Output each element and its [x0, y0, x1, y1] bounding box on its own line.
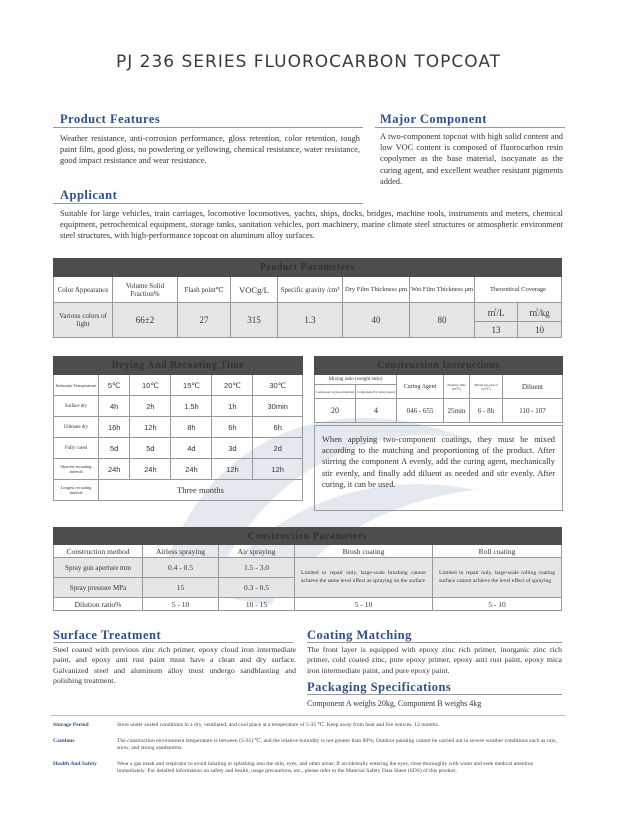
pressure-airless: 15 — [143, 578, 219, 598]
maturity-time-header: Maturity time (25℃) — [444, 375, 470, 399]
dilution-airless: 5 - 10 — [143, 598, 219, 611]
table-cell: 3d — [212, 438, 253, 459]
row-longest-value: Three months — [99, 480, 303, 501]
mixed-use-header: Mixed use period (25℃) — [470, 375, 503, 399]
roll-note: Limited to repair only, large-scale rolling coating surface cannot achieve the level effect of spraying — [433, 558, 562, 598]
dilution-brush: 5 - 10 — [295, 598, 433, 611]
table-cell: 30min — [253, 396, 303, 417]
value-volume: 66±2 — [113, 303, 178, 338]
value-coverage-l: 13 — [475, 322, 518, 338]
product-parameters-heading: Product Parameters — [54, 259, 562, 277]
air-header: Air spraying — [219, 545, 295, 558]
header-flash: Flash point℃ — [178, 277, 231, 303]
curing-agent-header: Curing Agent — [397, 375, 444, 399]
page-title: PJ 236 SERIES FLUOROCARBON TOPCOAT — [115, 52, 502, 72]
value-voc: 315 — [231, 303, 278, 338]
aperture-air: 1.5 - 3.0 — [219, 558, 295, 578]
health-label: Health And Safety — [53, 761, 97, 767]
cautions-label: Cautions — [53, 738, 75, 744]
packaging-heading: Packaging Specifications — [307, 680, 452, 694]
value-dry-film: 40 — [343, 303, 410, 338]
surface-rule — [53, 642, 293, 643]
row-shortest-label: Shortest recoating interval — [54, 459, 99, 480]
major-text: A two-component topcoat with high solid content and low VOC content is composed of fluorocarbon resin copolymer as the base material, isocyanate as the curing agent, and excellent weather resistant pigments added. — [380, 132, 563, 186]
header-gravity: Specific gravity /cm³ — [278, 277, 343, 303]
table-cell: 12h — [253, 459, 303, 480]
features-rule — [53, 127, 363, 128]
value-gravity: 1.3 — [278, 303, 343, 338]
value-flash: 27 — [178, 303, 231, 338]
header-voc: VOCg/L — [231, 277, 278, 303]
temp-10: 10℃ — [130, 375, 171, 396]
applicant-rule — [53, 203, 363, 204]
table-cell: 12h — [130, 417, 171, 438]
table-cell: 24h — [171, 459, 212, 480]
row-ultimate-dry-label: Ultimate dry — [54, 417, 99, 438]
cautions-text: The construction environment temperature is between (5-35) ℃, and the relative humidity is not greater than 80%; Outdoor painting cannot be carried out in severe weather conditions such as rain, snow, and strong sandstorms. — [117, 738, 558, 752]
matching-rule — [307, 642, 562, 643]
major-rule — [375, 127, 565, 128]
construction-instructions-text: When applying two-component coatings, they must be mixed according to the matching and proportioning of the product. After stirring the component A evenly, add the curing agent, mechanically stir evenly, and finally add diluent as needed and stir evenly. After curing, it can be used. — [322, 435, 555, 489]
header-wet-film: Wet Film Thickness μm — [410, 277, 475, 303]
maturity-time-value: 25min — [444, 399, 470, 423]
temp-5: 5℃ — [99, 375, 130, 396]
row-surface-dry-label: Surface dry — [54, 396, 99, 417]
table-cell: 8h — [171, 417, 212, 438]
aperture-airless: 0.4 - 0.5 — [143, 558, 219, 578]
drying-heading: Drying And Recoating Time — [54, 357, 303, 375]
construction-instructions-heading: Construction Instructions — [315, 357, 563, 375]
temp-20: 20℃ — [212, 375, 253, 396]
matching-text: The front layer is equipped with epoxy zinc rich primer, inorganic zinc rich primer, cold coated zinc, pure epoxy primer, epoxy anti rust paint, epoxy mica iron intermediate paint, and pure epoxy paint. — [307, 645, 562, 675]
table-cell: 6h — [212, 417, 253, 438]
storage-label: Storage Period — [53, 722, 89, 728]
pressure-air: 0.3 - 0.5 — [219, 578, 295, 598]
product-parameters-table — [53, 258, 562, 338]
diluent-header: Diluent — [503, 375, 563, 399]
construction-parameters-table — [53, 527, 562, 611]
temp-15: 15℃ — [171, 375, 212, 396]
packaging-text: Component A weighs 20kg, Component B weighs 4kg — [307, 699, 482, 708]
header-coverage: Theoretical Coverage — [475, 277, 562, 303]
table-cell: 6h — [253, 417, 303, 438]
matching-heading: Coating Matching — [307, 628, 412, 642]
brush-note: Limited to repair only, large-scale brushing cannot achieve the same level effect as spraying on the surface — [295, 558, 433, 598]
header-dry-film: Dry Film Thickness μm — [343, 277, 410, 303]
aperture-label: Spray gun aperture mm — [54, 558, 143, 578]
health-text: Wear a gas mask and respirator to avoid inhaling or splashing into the skin, eyes, and other areas; If accidentally entering the eyes, rinse thoroughly with water and seek medical attention immediately. For detailed information on safety and health, usage precautions, etc., please refer to the Material Safety Data Sheet (SDS) of this product. — [117, 761, 534, 775]
value-color: Various colors of light — [54, 303, 113, 338]
applicant-text: Suitable for large vehicles, train carriages, locomotive locomotives, yachts, ships, docks, bridges, machine tools, instruments and meters, chemical equipment, petrochemical equipment, storage tanks, sanitation vehicles, port machinery, marine climate steel structures or atmospheric environment steel structures, with high-performance topcoat on aluminum alloy surfaces. — [60, 209, 563, 241]
header-volume: Volume Solid Fraction% — [113, 277, 178, 303]
component-a-header: Component A (base material) — [315, 385, 356, 399]
table-cell: 2d — [253, 438, 303, 459]
major-heading: Major Component — [380, 112, 487, 126]
packaging-rule — [307, 694, 562, 695]
table-cell: 12h — [212, 459, 253, 480]
drying-table — [53, 356, 303, 501]
brush-header: Brush coating — [295, 545, 433, 558]
component-a-value: 20 — [315, 399, 356, 423]
surface-text: Steel coated with previous zinc rich primer, epoxy cloud iron intermediate paint, and epoxy anti rust paint must have a clean and dry surface. Galvanized steel and aluminum alloy must undergo sandblasting and polishing treatment. — [53, 645, 296, 686]
table-cell: 16h — [99, 417, 130, 438]
dilution-roll: 5 - 10 — [433, 598, 562, 611]
table-cell: 5d — [99, 438, 130, 459]
applicant-heading: Applicant — [60, 188, 118, 202]
drying-temp-header: Substrate Temperature — [54, 375, 99, 396]
construction-parameters-heading: Construction Parameters — [54, 528, 562, 545]
mixed-use-value: 6 - 8h — [470, 399, 503, 423]
row-fully-cured-label: Fully cured — [54, 438, 99, 459]
roll-header: Roll coating — [433, 545, 562, 558]
dilution-air: 10 - 15 — [219, 598, 295, 611]
table-cell: 4d — [171, 438, 212, 459]
footer-rule — [50, 715, 565, 716]
table-cell: 4h — [99, 396, 130, 417]
mixing-ratio-header: Mixing ratio (weight ratio) — [315, 375, 397, 385]
unit-m2-per-kg: ㎡/kg — [518, 303, 562, 322]
header-color: Color Appearance — [54, 277, 113, 303]
surface-heading: Surface Treatment — [53, 628, 162, 642]
row-longest-label: Longest recoating interval — [54, 480, 99, 501]
unit-m2-per-l: ㎡/L — [475, 303, 518, 322]
curing-agent-value: 046 - 655 — [397, 399, 444, 423]
table-cell: 24h — [130, 459, 171, 480]
component-b-value: 4 — [356, 399, 397, 423]
airless-header: Airless spraying — [143, 545, 219, 558]
features-heading: Product Features — [60, 112, 161, 126]
diluent-value: 110 - 107 — [503, 399, 563, 423]
storage-text: Store under sealed conditions in a dry, ventilated, and cool place at a temperature of 5-35 ℃. Keep away from heat and fire sources. 12 months. — [117, 722, 440, 728]
value-wet-film: 80 — [410, 303, 475, 338]
value-coverage-kg: 10 — [518, 322, 562, 338]
construction-instructions-table — [314, 356, 563, 423]
table-cell: 24h — [99, 459, 130, 480]
pressure-label: Spray pressure MPa — [54, 578, 143, 598]
table-cell: 1h — [212, 396, 253, 417]
table-cell: 5d — [130, 438, 171, 459]
table-cell: 1.5h — [171, 396, 212, 417]
temp-30: 30℃ — [253, 375, 303, 396]
table-cell: 2h — [130, 396, 171, 417]
dilution-label: Dilution ratio% — [54, 598, 143, 611]
method-header: Construction method — [54, 545, 143, 558]
features-text: Weather resistance, anti-corrosion performance, gloss retention, color retention, tough paint film, good gloss, no powdering or yellowing, chemical resistance, water resistance, good impact resistance and wear resistance. — [60, 134, 360, 166]
component-b-header: Component B (curing agent) — [356, 385, 397, 399]
